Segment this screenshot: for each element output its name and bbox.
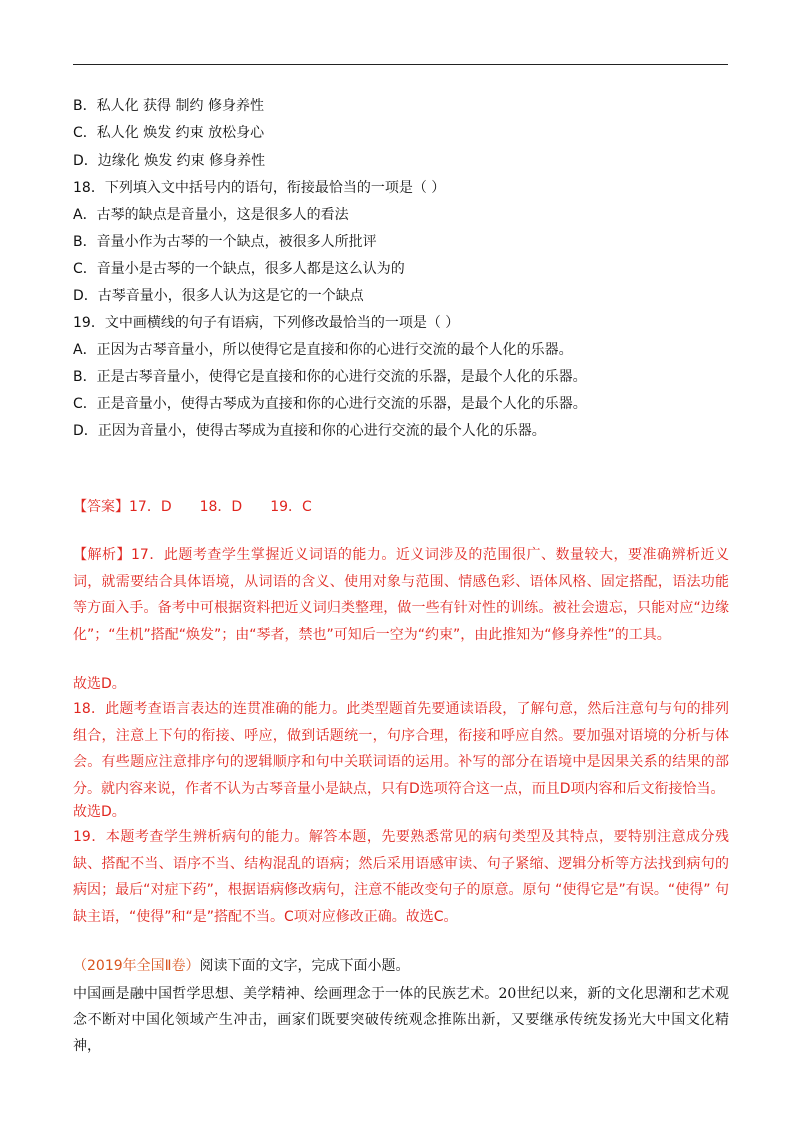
q18-option-b: B．音量小作为古琴的一个缺点，被很多人所批评 bbox=[73, 234, 377, 250]
q18-option-c: C．音量小是古琴的一个缺点，很多人都是这么认为的 bbox=[73, 261, 405, 277]
header-rule bbox=[73, 64, 728, 65]
q18-option-a: A．古琴的缺点是音量小，这是很多人的看法 bbox=[73, 207, 349, 223]
q19-option-d: D．正因为音量小，使得古琴成为直接和你的心进行交流的最个人化的乐器。 bbox=[73, 423, 546, 439]
q18-stem: 18．下列填入文中括号内的语句，衔接最恰当的一项是（ ） bbox=[73, 180, 446, 196]
section-heading bbox=[73, 956, 410, 976]
q19-option-a: A．正因为古琴音量小，所以使得它是直接和你的心进行交流的最个人化的乐器。 bbox=[73, 342, 573, 358]
q18-option-d: D．古琴音量小，很多人认为这是它的一个缺点 bbox=[73, 288, 364, 304]
q19-option-b: B．正是古琴音量小，使得它是直接和你的心进行交流的乐器，是最个人化的乐器。 bbox=[73, 369, 587, 385]
q19-option-c: C．正是音量小，使得古琴成为直接和你的心进行交流的乐器，是最个人化的乐器。 bbox=[73, 396, 587, 412]
section-instruction: 阅读下面的文字，完成下面小题。 bbox=[199, 958, 410, 974]
answer-line bbox=[73, 497, 312, 517]
q17-option-c: C．私人化 焕发 约束 放松身心 bbox=[73, 125, 265, 141]
source-tag: （2019年全国Ⅱ卷） bbox=[73, 958, 200, 974]
q17-option-d: D．边缘化 焕发 约束 修身养性 bbox=[73, 153, 266, 169]
analysis-19: 19．本题考查学生辨析病句的能力。解答本题，先要熟悉常见的病句类型及其特点，要特别注意成分残缺、搭配不当、语序不当、结构混乱的语病；然后采用语感审读、句子紧缩、逻辑分析等方法找到病句的病因；最后“对症下药”，根据语病修改病句，注意不能改变句子的原意。原句 “使得它是”有误。“使得” 句缺主语，“使得”和“是”搭配不当。C项对应修改正确。故选C。 bbox=[73, 829, 729, 925]
reading-passage: 中国画是融中国哲学思想、美学精神、绘画理念于一体的民族艺术。20世纪以来，新的文化思潮和艺术观念不断对中国化领域产生冲击，画家们既要突破传统观念推陈出新，又要继承传统发扬光大中国文化精神， bbox=[73, 986, 729, 1054]
analysis-17: 【解析】17．此题考查学生掌握近义词语的能力。近义词涉及的范围很广、数量较大，要准确辨析近义词，就需要结合具体语境，从词语的含义、使用对象与范围、情感色彩、语体风格、固定搭配，语法功能等方面入手。备考中可根据资料把近义词归类整理，做一些有针对性的训练。被社会遗忘，只能对应“边缘化”；“生机”搭配“焕发”；由“琴者，禁也”可知后一空为“约束”，由此推知为“修身养性”的工具。 bbox=[73, 547, 729, 643]
analysis-18-conclusion: 故选D。 bbox=[73, 804, 126, 820]
answer-label: 【答案】 bbox=[73, 499, 129, 515]
analysis-18: 18．此题考查语言表达的连贯准确的能力。此类型题首先要通读语段，了解句意，然后注意句与句的排列组合，注意上下句的衔接、呼应，做到话题统一，句序合理，衔接和呼应自然。要加强对语境的分析与体会。有些题应注意排序句的逻辑顺序和句中关联词语的运用。补写的部分在语境中是因果关系的结果的部分。就内容来说，作者不认为古琴音量小是缺点，只有D选项符合这一点，而且D项内容和后文衔接恰当。 bbox=[73, 701, 729, 797]
answer-item: 19．C bbox=[270, 499, 312, 515]
answer-item: 18．D bbox=[199, 499, 243, 515]
q17-option-b: B．私人化 获得 制约 修身养性 bbox=[73, 98, 264, 114]
answer-item: 17．D bbox=[129, 499, 172, 515]
q19-stem: 19．文中画横线的句子有语病，下列修改最恰当的一项是（ ） bbox=[73, 315, 460, 331]
analysis-17-conclusion: 故选D。 bbox=[73, 676, 126, 692]
